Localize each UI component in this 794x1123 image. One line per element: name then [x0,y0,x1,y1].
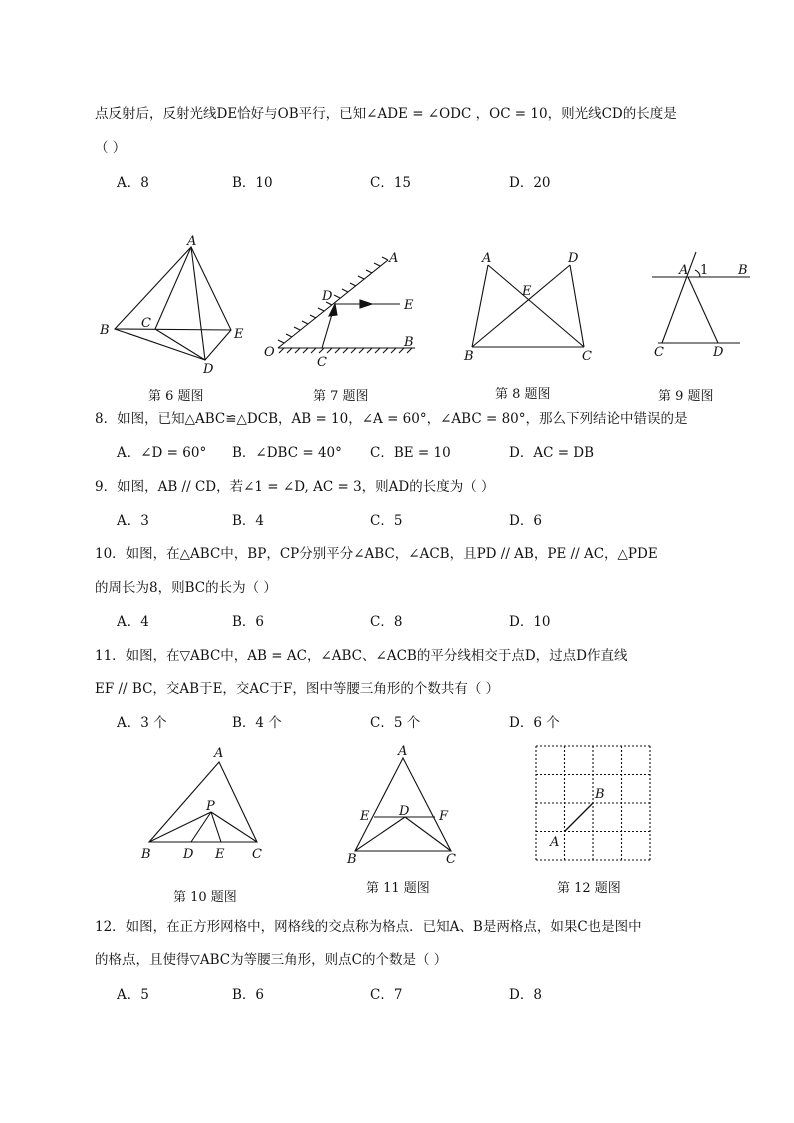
q7-text-line2: （ ） [95,140,127,156]
q11-option-d[interactable]: D．6 个 [509,715,560,731]
q11-text-line1: 11．如图，在▽ABC中，AB = AC，∠ABC、∠ACB的平分线相交于点D，过点D作直线 [95,648,628,664]
q9-option-d[interactable]: D．6 [509,513,542,529]
q10-option-b[interactable]: B．6 [232,614,265,630]
q11-option-c[interactable]: C．5 个 [370,715,421,731]
fig9-label-a: A [679,263,689,278]
figure-9 [640,250,765,365]
q12-option-c[interactable]: C．7 [370,987,403,1003]
q12-option-a[interactable]: A．5 [117,987,149,1003]
fig10-label-d: D [183,847,194,862]
q7-option-d[interactable]: D．20 [509,175,551,191]
fig11-label-d: D [399,804,410,819]
fig8-label-a: A [482,251,492,266]
q9-option-c[interactable]: C．5 [370,513,403,529]
figure-8 [460,247,600,362]
figure-6 [95,230,255,377]
figure-10 [135,740,275,865]
fig7-hatch-base [279,348,412,353]
q11-option-b[interactable]: B．4 个 [232,715,282,731]
fig9-caption: 第 9 题图 [658,389,714,404]
fig10-label-a: A [214,746,224,761]
q7-option-b[interactable]: B．10 [232,175,273,191]
q8-option-d[interactable]: D．AC = DB [509,445,595,461]
q12-text-line2: 的格点，且使得▽ABC为等腰三角形，则点C的个数是（ ） [95,952,448,968]
fig6-label-b: B [100,323,110,338]
fig7-caption: 第 7 题图 [313,389,369,404]
q11-text-line2: EF // BC，交AB于E，交AC于F，图中等腰三角形的个数共有（ ） [95,681,500,697]
fig12-label-a: A [550,835,560,850]
fig12-label-b: B [595,787,605,802]
fig7-label-o: O [264,345,275,360]
fig8-label-c: C [582,349,592,364]
fig10-caption: 第 10 题图 [173,890,237,905]
fig7-hatch-mirror [278,257,388,343]
fig10-label-p: P [206,799,215,814]
q12-option-b[interactable]: B．6 [232,987,265,1003]
fig7-label-d: D [322,289,333,304]
q9-text: 9．如图，AB // CD，若∠1 = ∠D, AC = 3，则AD的长度为（ ） [95,479,495,495]
fig7-label-e: E [404,298,414,313]
fig11-label-a: A [398,744,408,759]
fig6-label-d: D [203,362,214,377]
q12-option-d[interactable]: D．8 [509,987,542,1003]
q8-option-b[interactable]: B．∠DBC = 40° [232,445,342,461]
fig11-label-f: F [439,809,449,824]
q11-option-a[interactable]: A．3 个 [117,715,167,731]
q9-option-b[interactable]: B．4 [232,513,265,529]
fig6-label-c: C [141,316,151,331]
q10-option-c[interactable]: C．8 [370,614,403,630]
fig7-label-a: A [389,251,399,266]
fig12-caption: 第 12 题图 [557,881,621,896]
fig8-label-b: B [464,349,474,364]
fig11-label-e: E [360,809,370,824]
q10-option-a[interactable]: A．4 [117,614,149,630]
q7-option-a[interactable]: A．8 [117,175,149,191]
fig7-label-c: C [317,355,327,370]
q7-option-c[interactable]: C．15 [370,175,412,191]
fig7-label-b: B [404,335,414,350]
fig8-label-d: D [568,251,579,266]
q10-text-line2: 的周长为8，则BC的长为（ ） [95,580,277,596]
fig9-label-c: C [654,345,664,360]
fig10-label-e: E [215,847,225,862]
fig9-label-d: D [713,345,724,360]
fig11-label-c: C [446,852,456,867]
fig8-caption: 第 8 题图 [495,387,551,402]
fig10-label-b: B [141,847,151,862]
fig11-caption: 第 11 题图 [366,881,430,896]
fig6-outline [115,247,231,360]
q8-option-a[interactable]: A．∠D = 60° [117,445,207,461]
fig6-caption: 第 6 题图 [148,389,204,404]
fig11-label-b: B [347,852,357,867]
q8-text: 8．如图，已知△ABC≌△DCB，AB = 10，∠A = 60°，∠ABC = 80°，那么下列结论中错误的是 [95,411,688,427]
fig6-label-e: E [234,327,244,342]
figure-12 [530,740,660,865]
fig10-label-c: C [252,847,262,862]
q12-text-line1: 12．如图，在正方形网格中，网格线的交点称为格点．已知A、B是两格点，如果C也是图中 [95,919,642,935]
fig9-label-b: B [738,263,748,278]
figure-11 [340,740,470,865]
q10-option-d[interactable]: D．10 [509,614,551,630]
fig6-label-a: A [187,234,197,249]
q7-text-line1: 点反射后，反射光线DE恰好与OB平行，已知∠ADE = ∠ODC ，OC = 10，则光线CD的长度是 [95,106,677,122]
fig8-label-e: E [522,284,532,299]
q9-option-a[interactable]: A．3 [117,513,149,529]
figure-7 [262,250,422,370]
fig9-label-1: 1 [700,263,709,278]
q8-option-c[interactable]: C．BE = 10 [370,445,451,461]
q10-text-line1: 10．如图，在△ABC中，BP，CP分别平分∠ABC，∠ACB，且PD // AB，PE // AC，△PDE [95,546,658,562]
